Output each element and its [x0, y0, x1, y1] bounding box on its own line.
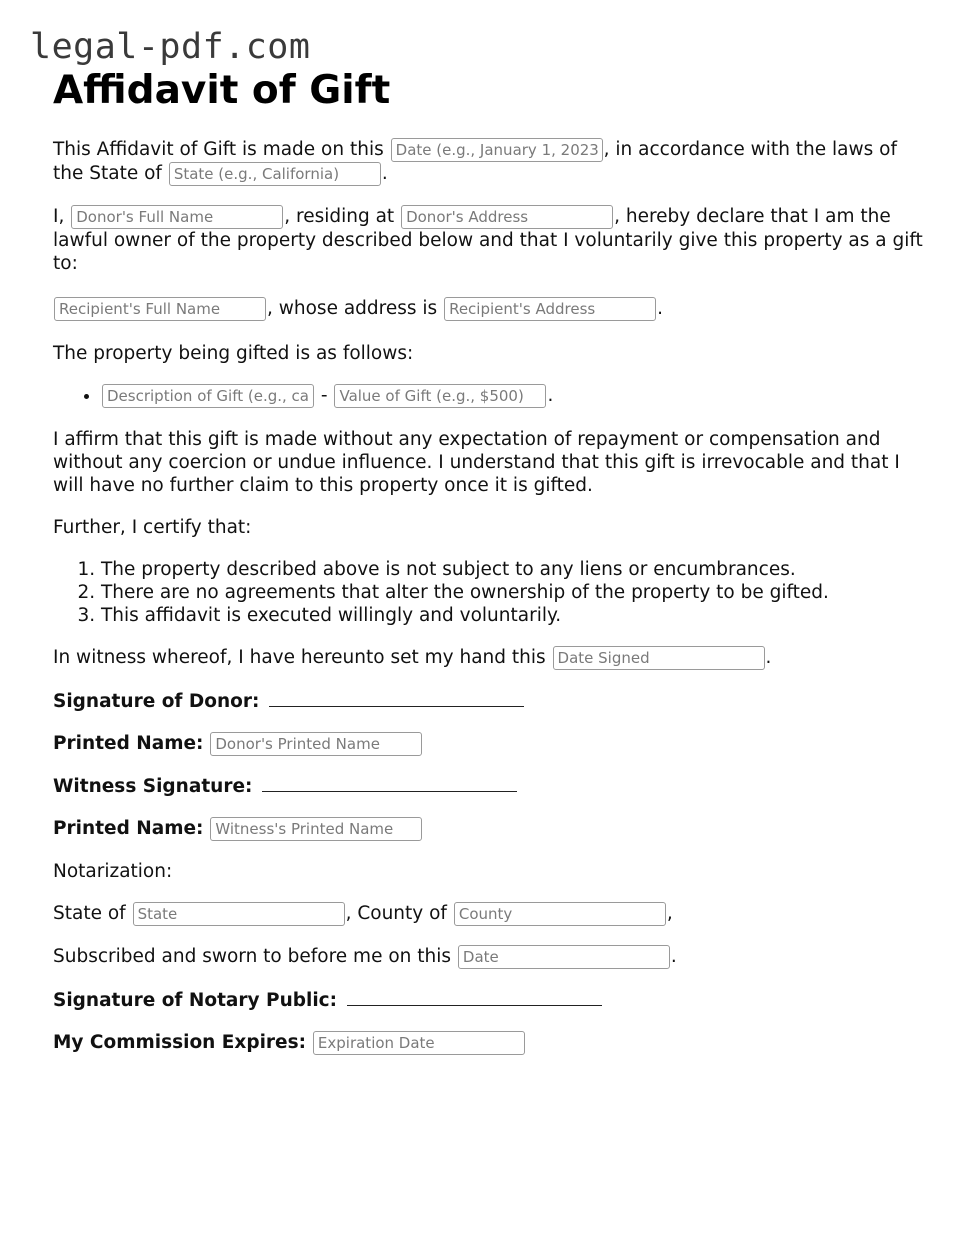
sworn-date-field[interactable] [458, 945, 670, 969]
watermark: legal-pdf.com [30, 27, 311, 67]
donor-address-field[interactable] [401, 205, 613, 229]
notary-state-text: State of [53, 903, 126, 924]
notary-signature-line[interactable] [347, 989, 602, 1006]
declaration-text-1: I, [53, 206, 65, 227]
witness-signature-label: Witness Signature: [53, 776, 253, 797]
certification-item: 2. There are no agreements that alter the ownership of the property to be gifted. [101, 581, 923, 604]
printed-name-label: Printed Name: [53, 818, 204, 839]
certification-item: 1. The property described above is not subject to any liens or encumbrances. [101, 558, 923, 581]
recipient-name-field[interactable] [54, 297, 266, 321]
property-end: . [547, 385, 554, 406]
notary-signature-label: Signature of Notary Public: [53, 990, 338, 1011]
sworn-row [53, 945, 923, 969]
witness-printed-name-field[interactable] [210, 817, 422, 841]
recipient-text-2: . [657, 298, 663, 319]
notary-state-field[interactable] [133, 902, 345, 926]
property-dash: - [320, 385, 328, 406]
witness-clause-text: In witness whereof, I have hereunto set my hand this [53, 647, 546, 668]
donor-signature-label: Signature of Donor: [53, 691, 260, 712]
declaration-paragraph [53, 205, 923, 275]
donor-name-field[interactable] [71, 205, 283, 229]
recipient-paragraph [53, 297, 923, 321]
property-item [101, 384, 923, 408]
date-field[interactable] [391, 138, 603, 162]
donor-signature-row [53, 690, 923, 713]
donor-printed-name-row [53, 732, 923, 756]
sworn-text: Subscribed and sworn to before me on this [53, 946, 452, 967]
commission-row [53, 1031, 923, 1055]
date-signed-field[interactable] [553, 646, 765, 670]
certify-intro: Further, I certify that: [53, 517, 252, 538]
gift-description-field[interactable] [102, 384, 314, 408]
intro-text-3: . [381, 163, 388, 184]
notary-location-end: , [666, 903, 673, 924]
declaration-text-3: , hereby declare that I am the lawful owner of the property described below and that I voluntarily give this property as a gift to: [53, 206, 923, 274]
commission-label: My Commission Expires: [53, 1032, 307, 1053]
intro-text-1: This Affidavit of Gift is made on this [53, 139, 384, 160]
notary-county-text: , County of [345, 903, 447, 924]
notary-signature-row [53, 989, 923, 1012]
donor-signature-line[interactable] [269, 690, 524, 707]
affirmation-paragraph: I affirm that this gift is made without any expectation of repayment or compensation and without any coercion or undue influence. I understand that this gift is irrevocable and that I will have no further claim to this property once it is gifted. [53, 429, 900, 496]
witness-printed-name-row [53, 817, 923, 841]
state-field[interactable] [169, 162, 381, 186]
property-list [53, 384, 923, 408]
document-title: Affidavit of Gift [53, 68, 391, 113]
gift-value-field[interactable] [334, 384, 546, 408]
sworn-end: . [670, 946, 677, 967]
recipient-address-field[interactable] [444, 297, 656, 321]
certification-item: 3. This affidavit is executed willingly and voluntarily. [101, 604, 923, 627]
printed-name-label: Printed Name: [53, 733, 204, 754]
declaration-text-2: , residing at [284, 206, 395, 227]
witness-clause [53, 646, 923, 670]
witness-signature-line[interactable] [262, 775, 517, 792]
notary-county-field[interactable] [454, 902, 666, 926]
document [53, 68, 923, 1055]
property-intro: The property being gifted is as follows: [53, 343, 414, 364]
expiration-date-field[interactable] [313, 1031, 525, 1055]
witness-clause-end: . [765, 647, 772, 668]
intro-text-2: , in accordance with the laws of the State of [53, 139, 897, 184]
intro-paragraph [53, 138, 923, 186]
notary-location-row [53, 902, 923, 926]
witness-signature-row [53, 775, 923, 798]
notarization-label: Notarization: [53, 861, 173, 882]
donor-printed-name-field[interactable] [210, 732, 422, 756]
recipient-text-1: , whose address is [267, 298, 438, 319]
certifications-list [53, 558, 923, 627]
